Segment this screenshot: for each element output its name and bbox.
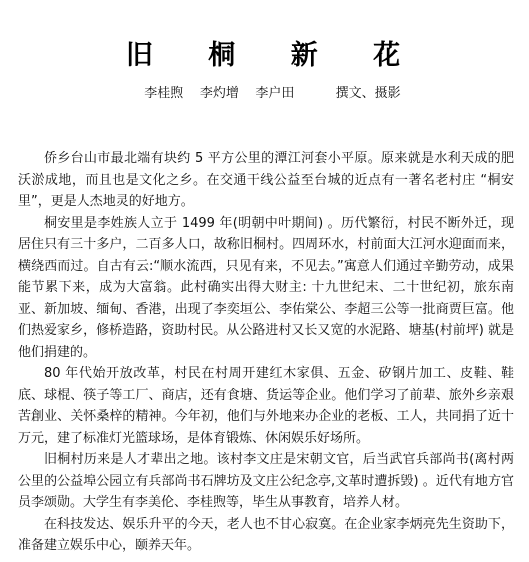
article-paragraph: 旧桐村历来是人才辈出之地。该村李文庄是宋朝文官，后当武官兵部尚书(离村两公里的公益埠公园立有兵部尚书石牌坊及文庄公纪念亭,文革时遭拆毁) 。近代有地方官员李颂勋。大学生有李美伦、李桂煦等，毕生从事教育，培养人材。: [18, 452, 514, 510]
article-paragraph: 侨乡台山市最北端有块约 5 平方公里的潭江河套小平原。原来就是水利天成的肥沃淤成地，而且也是文化之乡。在交通干线公益至台城的近点有一著名老村庄 “桐安里”，更是人杰地灵的好地方。: [18, 151, 514, 209]
article-paragraph: 在科技发达、娱乐升平的今天，老人也不甘心寂寞。在企业家李炳亮先生资助下，准备建立娱乐中心，颐养天年。: [18, 516, 514, 553]
article-byline: 李桂煦 李灼增 李户田 撰文、摄影: [144, 86, 401, 101]
article-body: [18, 148, 514, 557]
article-paragraph: 80 年代始开放改革，村民在村周开建红木家俱、五金、矽钢片加工、皮鞋、鞋底、球棍、筷子等工厂、商店，还有食塘、货运等企业。他们学习了前辈、旅外乡亲艰苦創业、关怀桑梓的精神。今年初，他们与外地来办企业的老板、工人，共同捐了近十万元，建了标准灯光篮球场，是体育锻炼、休闲娱乐好场所。: [18, 366, 514, 446]
article-title: 旧 桐 新 花: [125, 40, 424, 72]
article-paragraph: 桐安里是李姓族人立于 1499 年(明朝中叶期间) 。历代繁衍，村民不断外迁，现居住只有三十多户，二百多人口，故称旧桐村。四周环水，村前面大江河水迎面而来，横绕西而过。自古有云:“顺水流西，只见有来，不见去。”寓意人们通过辛勤劳动，成果能节累下来，成为大富翁。此村确实出得大财主: 十九世纪末、二十世纪初，旅东南亚、新加坡、缅甸、香港，出现了李奕垣公、李佑棠公、李超三公等一批商贾巨富。他们热爱家乡，修桥造路，资助村民。从公路进村又长又宽的水泥路、塘基(村前坪) 就是他们捐建的。: [18, 215, 514, 360]
